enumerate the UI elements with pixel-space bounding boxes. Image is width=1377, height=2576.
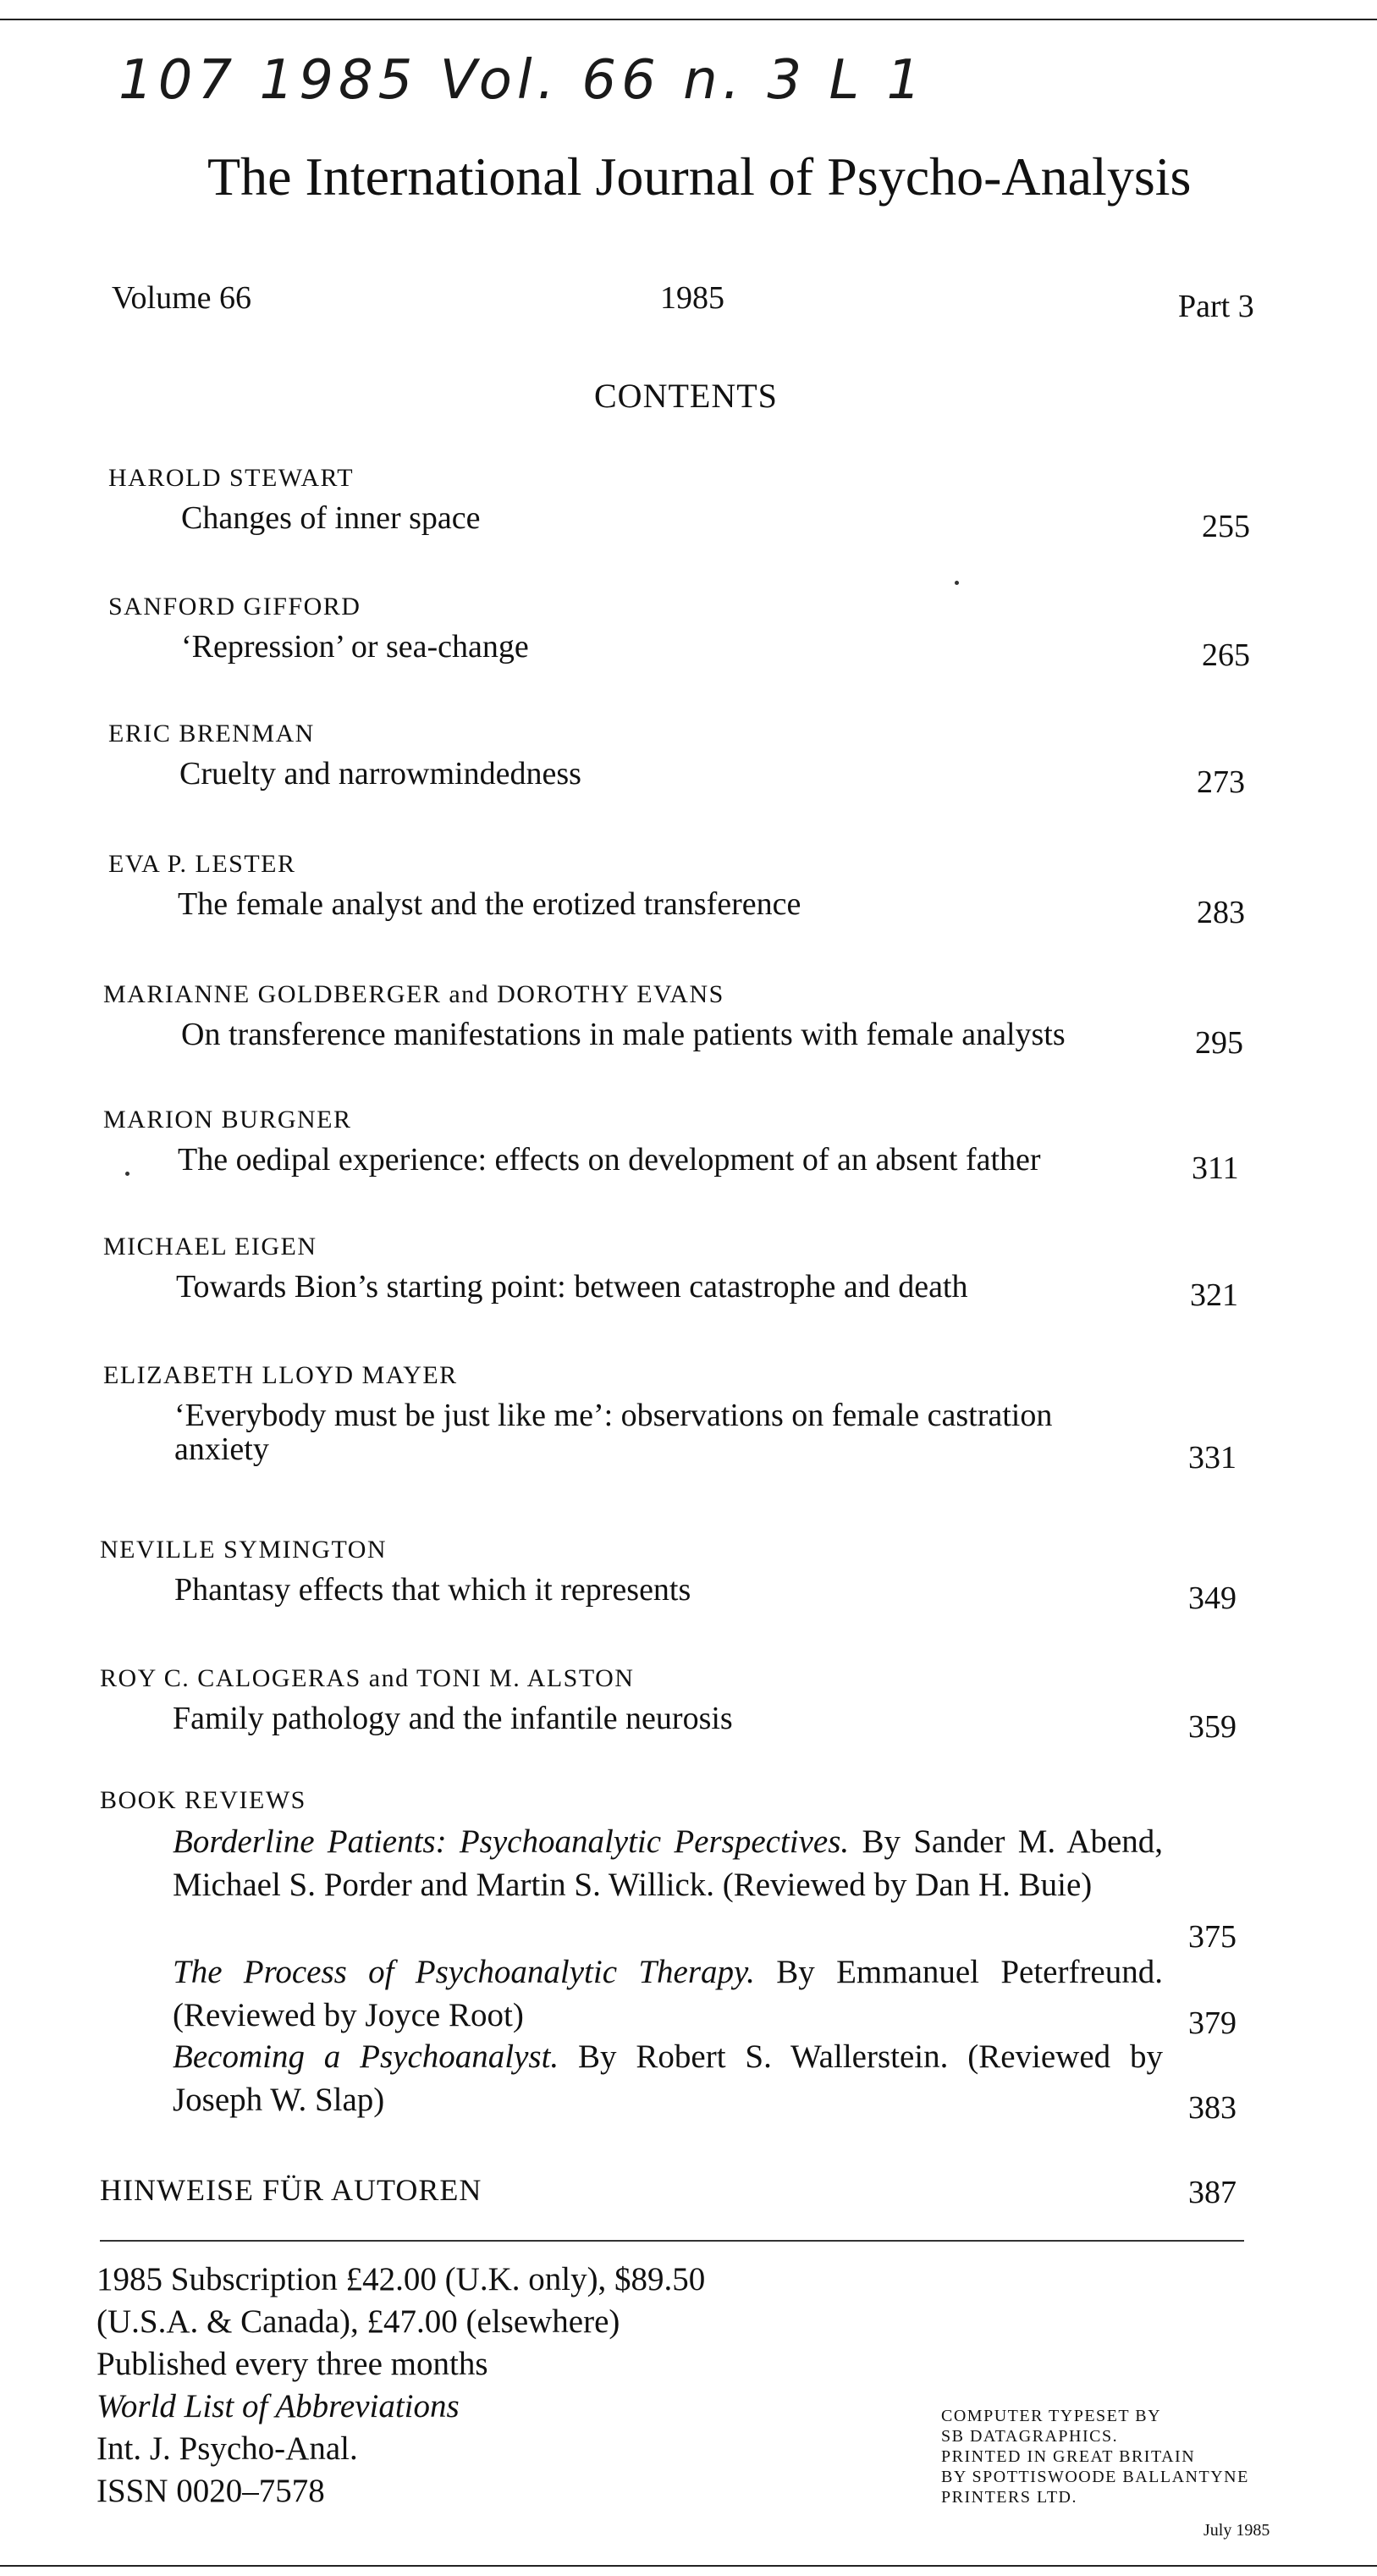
book-review-item bbox=[173, 2035, 1163, 2121]
article-page-number: 265 bbox=[1202, 637, 1250, 673]
article-title: Towards Bion’s starting point: between catastrophe and death bbox=[176, 1269, 968, 1305]
printer-line: COMPUTER TYPESET BY bbox=[941, 2407, 1162, 2425]
printer-line: BY SPOTTISWOODE BALLANTYNE bbox=[941, 2468, 1249, 2486]
print-date: July 1985 bbox=[1203, 2521, 1270, 2540]
article-title: The oedipal experience: effects on development of an absent father bbox=[178, 1142, 1041, 1178]
printer-line: PRINTED IN GREAT BRITAIN bbox=[941, 2447, 1196, 2466]
article-title: Cruelty and narrowmindedness bbox=[179, 756, 581, 792]
subscription-line: (U.S.A. & Canada), £47.00 (elsewhere) bbox=[96, 2303, 620, 2340]
review-page-number: 375 bbox=[1188, 1919, 1237, 1955]
article-title: Phantasy effects that which it represents bbox=[174, 1572, 691, 1608]
article-page-number: 255 bbox=[1202, 509, 1250, 544]
article-page-number: 273 bbox=[1197, 764, 1245, 800]
footer-divider bbox=[100, 2240, 1244, 2242]
article-page-number: 331 bbox=[1188, 1440, 1237, 1476]
world-list-label: World List of Abbreviations bbox=[96, 2388, 460, 2424]
article-page-number: 359 bbox=[1188, 1709, 1237, 1745]
printer-line: PRINTERS LTD. bbox=[941, 2488, 1078, 2507]
article-title: The female analyst and the erotized transference bbox=[178, 886, 801, 922]
part-label: Part 3 bbox=[1178, 289, 1254, 324]
printer-line: SB DATAGRAPHICS. bbox=[941, 2427, 1119, 2446]
publication-info bbox=[96, 2259, 705, 2513]
abbreviation-label: Int. J. Psycho-Anal. bbox=[96, 2430, 358, 2467]
article-title: ‘Everybody must be just like me’: observations on female castration bbox=[174, 1398, 1053, 1433]
article-author: HAROLD STEWART bbox=[108, 464, 355, 492]
article-title: Changes of inner space bbox=[181, 500, 481, 536]
book-review-item bbox=[173, 1950, 1163, 2037]
article-page-number: 295 bbox=[1195, 1025, 1243, 1061]
article-author: MARION BURGNER bbox=[103, 1106, 352, 1134]
journal-title: The International Journal of Psycho-Analysis bbox=[207, 146, 1192, 207]
article-author: EVA P. LESTER bbox=[108, 850, 296, 878]
handwritten-note: 107 1985 Vol. 66 n. 3 L 1 bbox=[118, 49, 927, 112]
printer-info bbox=[941, 2406, 1249, 2507]
issn-label: ISSN 0020–7578 bbox=[96, 2473, 325, 2509]
book-review-item bbox=[173, 1820, 1163, 1906]
article-page-number: 321 bbox=[1190, 1277, 1238, 1313]
article-author: MICHAEL EIGEN bbox=[103, 1233, 317, 1260]
review-book-title: Becoming a Psychoanalyst. bbox=[173, 2038, 559, 2075]
article-author: ERIC BRENMAN bbox=[108, 720, 315, 747]
article-page-number: 311 bbox=[1192, 1150, 1239, 1186]
article-title: anxiety bbox=[174, 1431, 269, 1467]
article-title: Family pathology and the infantile neurosis bbox=[173, 1701, 733, 1736]
article-author: ELIZABETH LLOYD MAYER bbox=[103, 1361, 458, 1389]
review-book-title: Borderline Patients: Psychoanalytic Perspectives. bbox=[173, 1823, 850, 1860]
book-reviews-heading: BOOK REVIEWS bbox=[100, 1786, 306, 1814]
contents-heading: CONTENTS bbox=[594, 377, 778, 415]
review-page-number: 379 bbox=[1188, 2005, 1237, 2041]
hinweise-heading: HINWEISE FÜR AUTOREN bbox=[100, 2173, 482, 2207]
year-label: 1985 bbox=[660, 280, 724, 316]
review-details: By Robert S. Wallerstein. (Reviewed by Joseph W. Slap) bbox=[173, 2038, 1164, 2118]
subscription-line: 1985 Subscription £42.00 (U.K. only), $89.50 bbox=[96, 2261, 706, 2297]
speck-mark bbox=[955, 581, 959, 585]
article-author: MARIANNE GOLDBERGER and DOROTHY EVANS bbox=[103, 980, 724, 1008]
article-title: On transference manifestations in male patients with female analysts bbox=[181, 1017, 1066, 1052]
frequency-note: Published every three months bbox=[96, 2346, 488, 2382]
top-border-rule bbox=[0, 19, 1377, 20]
review-details: By Sander M. Abend, Michael S. Porder and Martin S. Willick. (Reviewed by Dan H. Buie) bbox=[173, 1823, 1164, 1903]
article-page-number: 283 bbox=[1197, 895, 1245, 930]
speck-mark bbox=[125, 1172, 129, 1176]
article-author: NEVILLE SYMINGTON bbox=[100, 1536, 388, 1564]
article-author: SANFORD GIFFORD bbox=[108, 593, 361, 621]
hinweise-page-number: 387 bbox=[1188, 2175, 1237, 2210]
review-book-title: The Process of Psychoanalytic Therapy. bbox=[173, 1954, 755, 1990]
bottom-border-rule bbox=[0, 2565, 1377, 2567]
article-page-number: 349 bbox=[1188, 1580, 1237, 1616]
volume-label: Volume 66 bbox=[112, 280, 252, 316]
review-details: By Emmanuel Peterfreund. (Reviewed by Joyce Root) bbox=[173, 1954, 1163, 2033]
review-page-number: 383 bbox=[1188, 2090, 1237, 2126]
article-title: ‘Repression’ or sea-change bbox=[181, 629, 529, 665]
article-author: ROY C. CALOGERAS and TONI M. ALSTON bbox=[100, 1664, 635, 1692]
